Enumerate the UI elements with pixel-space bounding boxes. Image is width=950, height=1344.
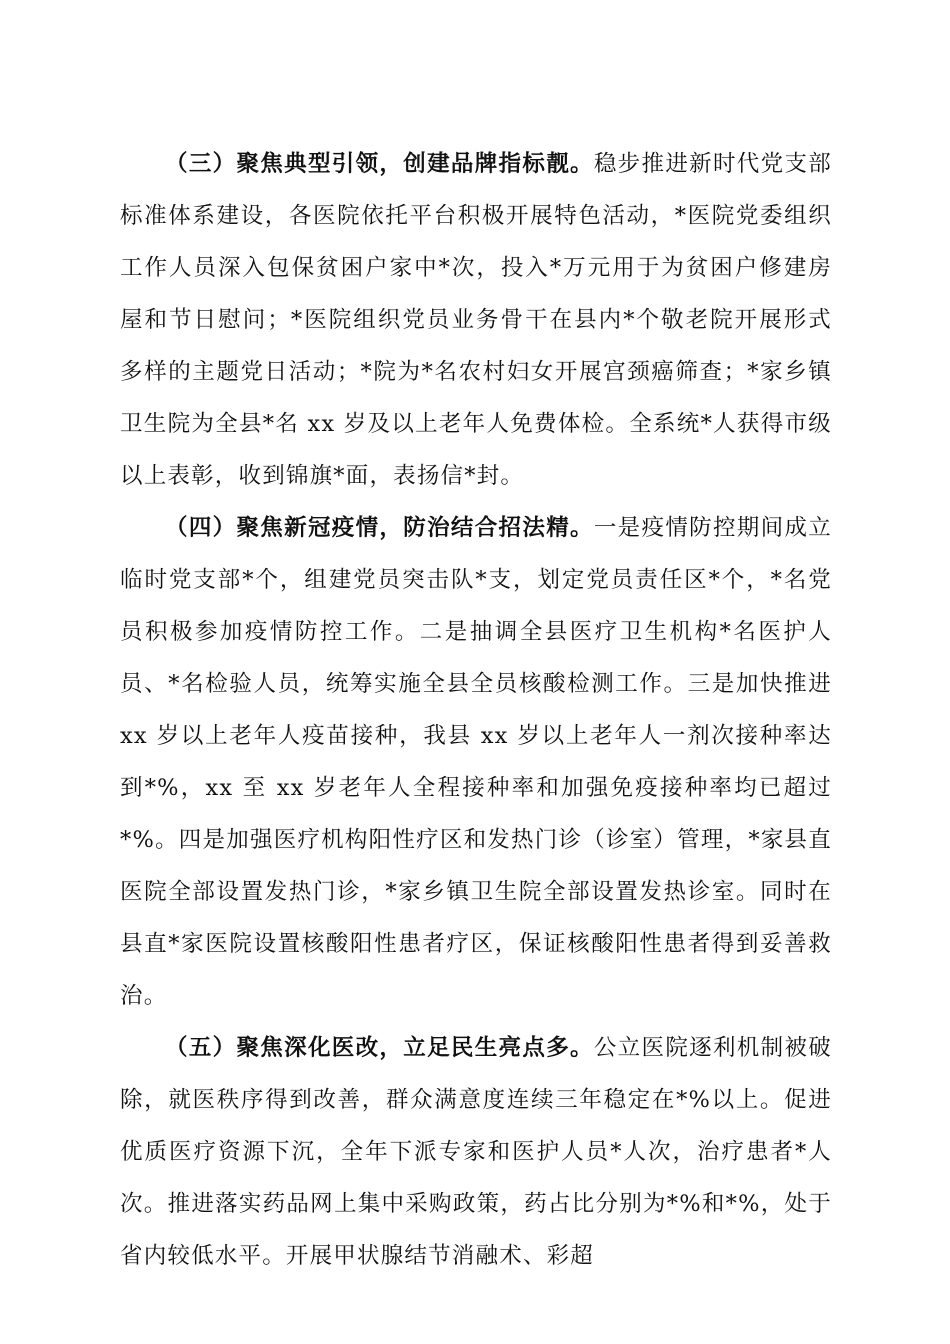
section-body-4: 一是疫情防控期间成立临时党支部*个，组建党员突击队*支，划定党员责任区*个，*名党员积极参加疫情防控工作。二是抽调全县医疗卫生机构*名医护人员、*名检验人员，统筹实施全县全员核酸检测工作。三是加快推进 xx 岁以上老年人疫苗接种，我县 xx 岁以上老年人一剂次接种率达到*%，xx 至 xx 岁老年人全程接种率和加强免疫接种率均已超过*%。四是加强医疗机构阳性疗区和发热门诊（诊室）管理，*家县直医院全部设置发热门诊，*家乡镇卫生院全部设置发热诊室。同时在县直*家医院设置核酸阳性患者疗区，保证核酸阳性患者得到妥善救治。 (120, 515, 832, 1009)
paragraph-5 (120, 1022, 832, 1282)
section-body-3: 稳步推进新时代党支部标准体系建设，各医院依托平台积极开展特色活动，*医院党委组织工作人员深入包保贫困户家中*次，投入*万元用于为贫困户修建房屋和节日慰问；*医院组织党员业务骨干在县内*个敬老院开展形式多样的主题党日活动；*院为*名农村妇女开展宫颈癌筛查；*家乡镇卫生院为全县*名 xx 岁及以上老年人免费体检。全系统*人获得市级以上表彰，收到锦旗*面，表扬信*封。 (120, 151, 832, 489)
paragraph-4 (120, 502, 832, 1022)
section-heading-5: （五）聚焦深化医改，立足民生亮点多。 (165, 1035, 594, 1061)
paragraph-3 (120, 138, 832, 502)
document-page (120, 138, 832, 1282)
section-body-5: 公立医院逐利机制被破除，就医秩序得到改善，群众满意度连续三年稳定在*%以上。促进优质医疗资源下沉，全年下派专家和医护人员*人次，治疗患者*人次。推进落实药品网上集中采购政策，药占比分别为*%和*%，处于省内较低水平。开展甲状腺结节消融术、彩超 (120, 1035, 832, 1269)
section-heading-3: （三）聚焦典型引领，创建品牌指标靓。 (165, 151, 594, 177)
section-heading-4: （四）聚焦新冠疫情，防治结合招法精。 (165, 515, 594, 541)
